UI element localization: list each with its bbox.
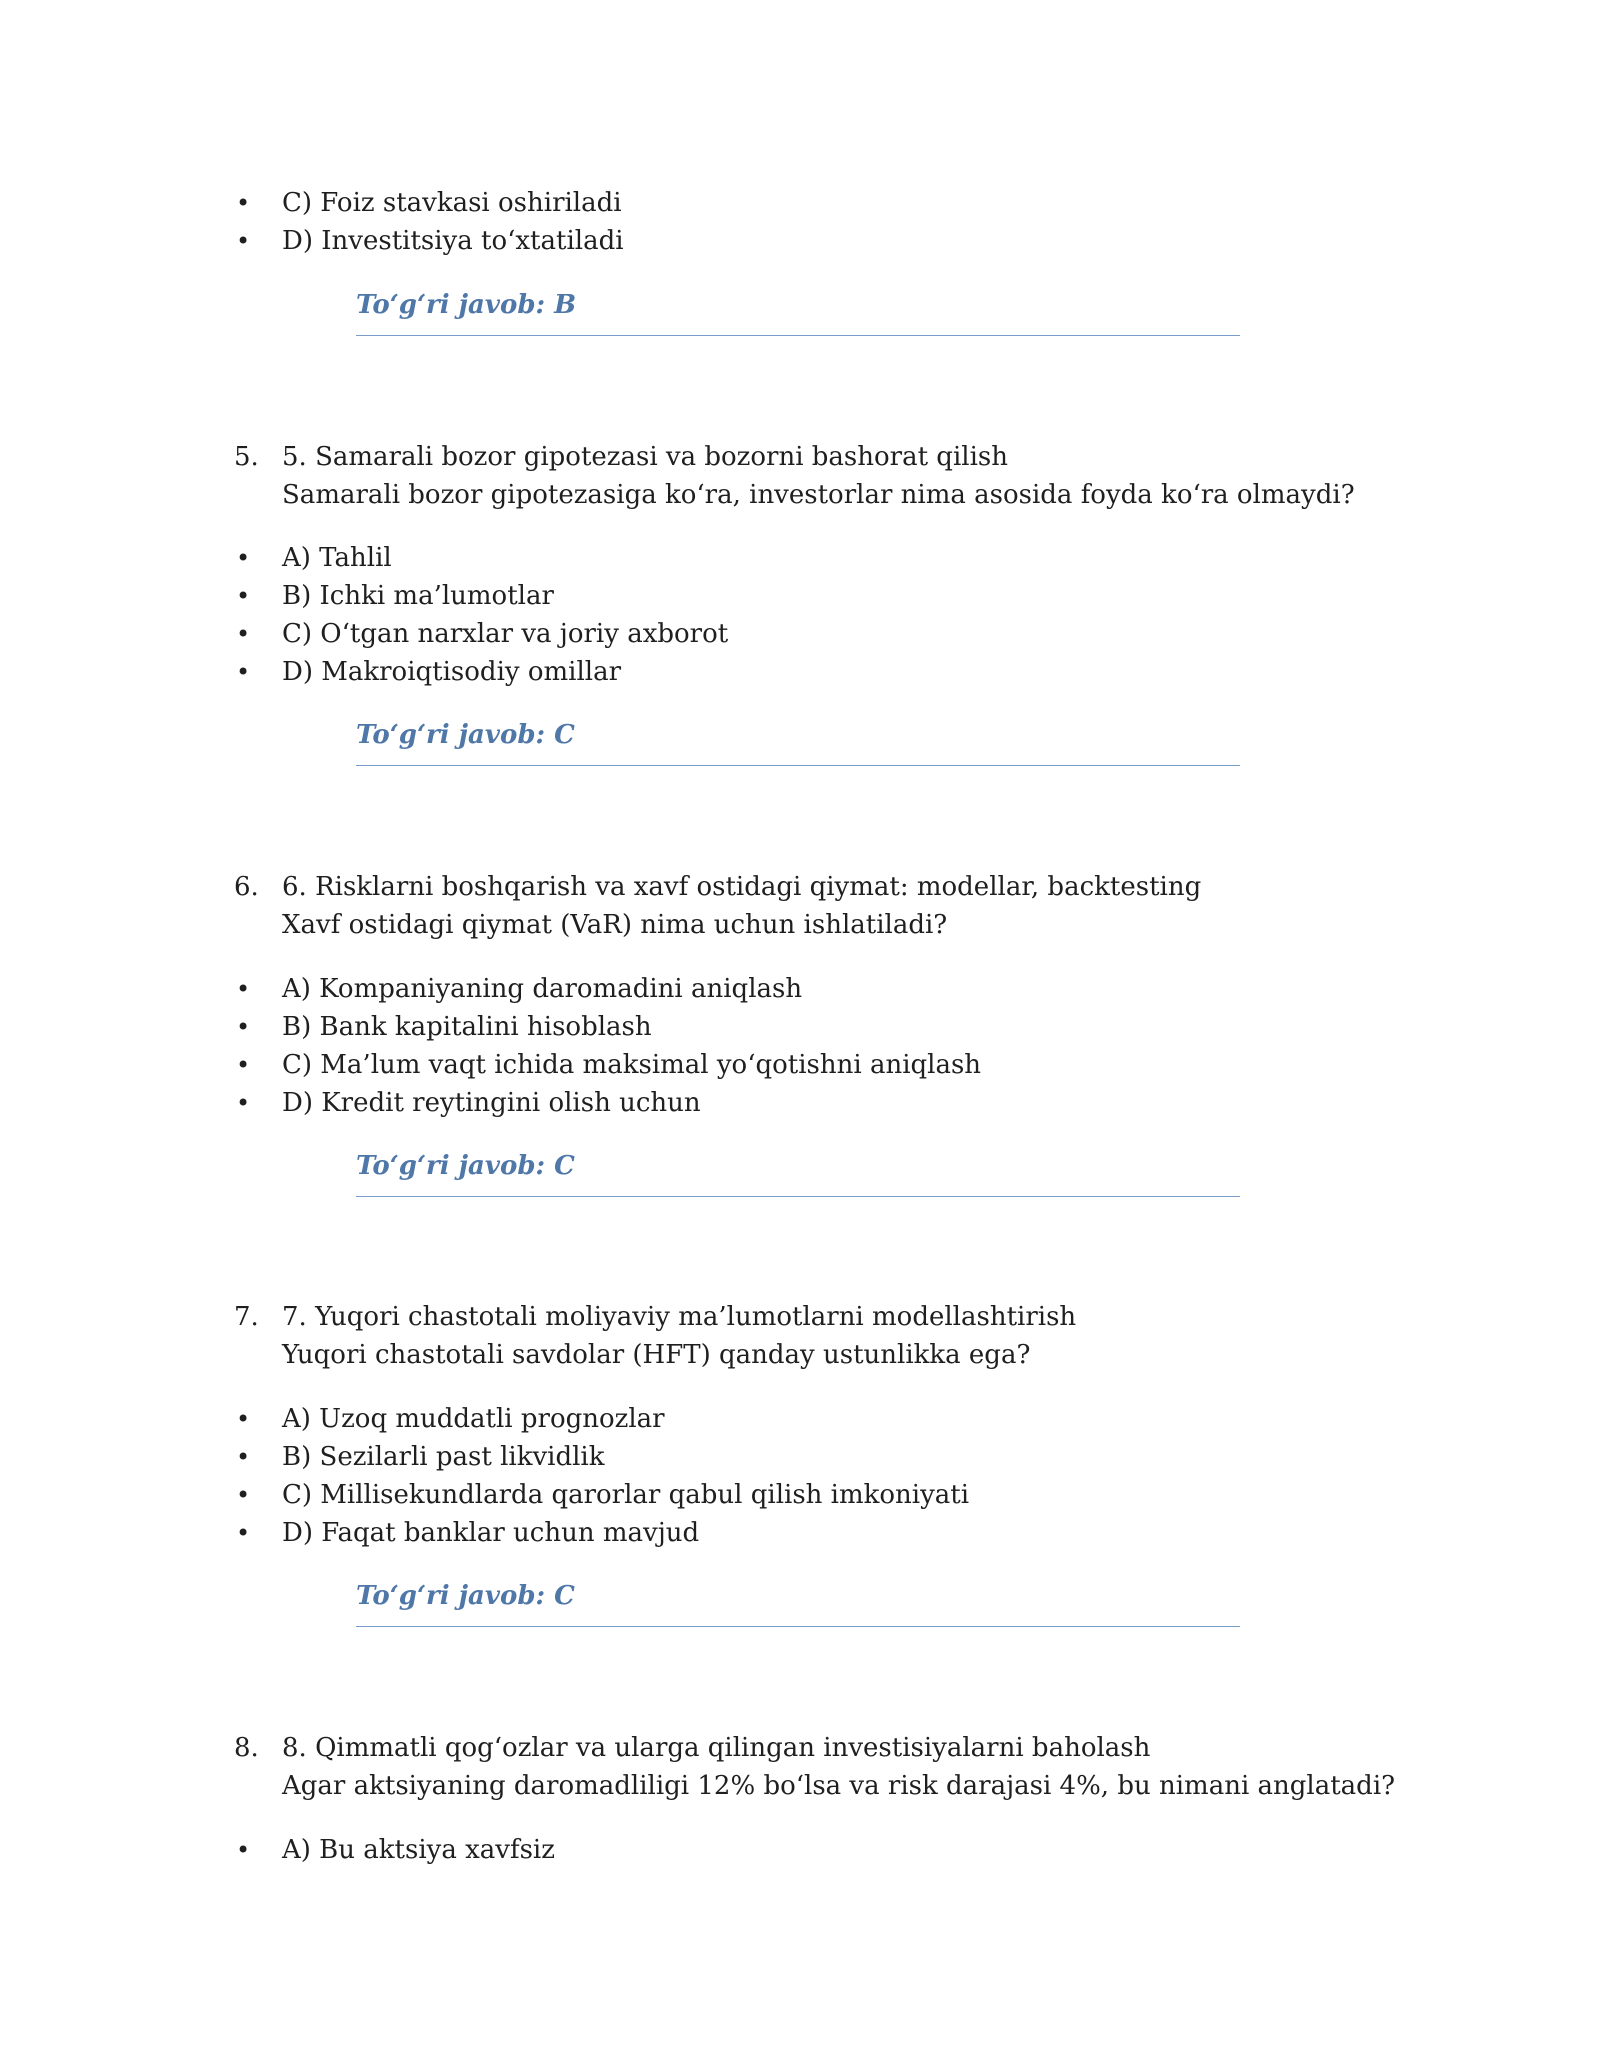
option-text: B) Sezilarli past likvidlik [282, 1442, 605, 1472]
question-number: 7. [234, 1302, 259, 1332]
bullet: • [236, 1836, 251, 1864]
question-text: Yuqori chastotali savdolar (HFT) qanday ustunlikka ega? [282, 1340, 1031, 1370]
option-text: C) Foiz stavkasi oshiriladi [282, 188, 622, 218]
option-text: D) Faqat banklar uchun mavjud [282, 1518, 700, 1548]
bullet: • [236, 1089, 251, 1117]
question-number: 8. [234, 1733, 259, 1763]
bullet: • [236, 582, 251, 610]
option-text: A) Uzoq muddatli prognozlar [282, 1404, 665, 1434]
option-text: D) Kredit reytingini olish uchun [282, 1088, 701, 1118]
option-text: B) Ichki ma’lumotlar [282, 581, 554, 611]
question-text: Xavf ostidagi qiymat (VaR) nima uchun ishlatiladi? [282, 910, 948, 940]
question-title: 7. Yuqori chastotali moliyaviy ma’lumotlarni modellashtirish [282, 1302, 1077, 1332]
question-title: 5. Samarali bozor gipotezasi va bozorni bashorat qilish [282, 442, 1008, 472]
option-text: A) Bu aktsiya xavfsiz [282, 1835, 555, 1865]
question-title: 6. Risklarni boshqarish va xavf ostidagi qiymat: modellar, backtesting [282, 872, 1202, 902]
bullet: • [236, 1481, 251, 1509]
bullet: • [236, 1443, 251, 1471]
answer-line [356, 285, 1240, 336]
correct-answer: To‘g‘ri javob: C [356, 720, 575, 750]
answer-line [356, 715, 1240, 766]
bullet: • [236, 658, 251, 686]
question-text: Agar aktsiyaning daromadliligi 12% bo‘lsa va risk darajasi 4%, bu nimani anglatadi? [282, 1771, 1396, 1801]
option-text: B) Bank kapitalini hisoblash [282, 1012, 652, 1042]
bullet: • [236, 1405, 251, 1433]
answer-line [356, 1576, 1240, 1627]
bullet: • [236, 227, 251, 255]
question-title: 8. Qimmatli qog‘ozlar va ularga qilingan investisiyalarni baholash [282, 1733, 1151, 1763]
question-text: Samarali bozor gipotezasiga ko‘ra, investorlar nima asosida foyda ko‘ra olmaydi? [282, 480, 1355, 510]
bullet: • [236, 1013, 251, 1041]
answer-line [356, 1146, 1240, 1197]
correct-answer: To‘g‘ri javob: C [356, 1151, 575, 1181]
bullet: • [236, 1051, 251, 1079]
bullet: • [236, 620, 251, 648]
option-text: D) Makroiqtisodiy omillar [282, 657, 622, 687]
option-text: A) Tahlil [282, 543, 392, 573]
bullet: • [236, 1519, 251, 1547]
option-text: C) Millisekundlarda qarorlar qabul qilish imkoniyati [282, 1480, 970, 1510]
option-text: C) O‘tgan narxlar va joriy axborot [282, 619, 729, 649]
option-text: D) Investitsiya to‘xtatiladi [282, 226, 624, 256]
option-text: A) Kompaniyaning daromadini aniqlash [282, 974, 803, 1004]
correct-answer: To‘g‘ri javob: B [356, 290, 577, 320]
bullet: • [236, 189, 251, 217]
question-number: 6. [234, 872, 259, 902]
correct-answer: To‘g‘ri javob: C [356, 1581, 575, 1611]
question-number: 5. [234, 442, 259, 472]
bullet: • [236, 544, 251, 572]
bullet: • [236, 975, 251, 1003]
option-text: C) Ma’lum vaqt ichida maksimal yo‘qotishni aniqlash [282, 1050, 982, 1080]
